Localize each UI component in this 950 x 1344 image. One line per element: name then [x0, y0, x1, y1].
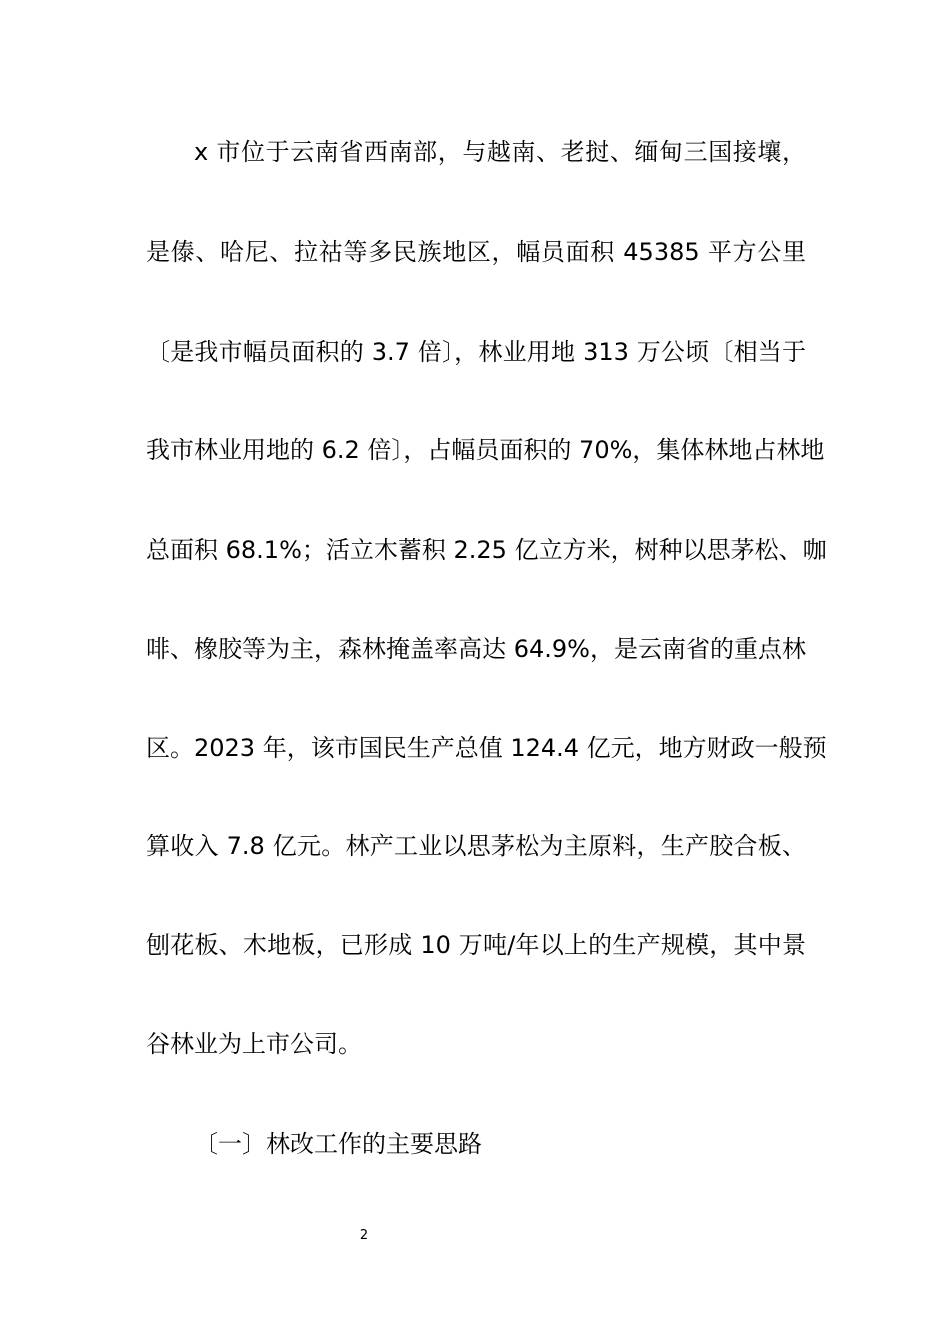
paragraph-line-10: 谷林业为上市公司。 — [146, 1030, 362, 1058]
paragraph-line-8: 算收入 7.8 亿元。林产工业以思茅松为主原料，生产胶合板、 — [146, 832, 806, 860]
paragraph-line-7: 区。2023 年，该市国民生产总值 124.4 亿元，地方财政一般预 — [146, 734, 827, 762]
page-number: 2 — [359, 1228, 369, 1243]
paragraph-line-4: 我市林业用地的 6.2 倍〕，占幅员面积的 70%，集体林地占林地 — [146, 436, 825, 464]
paragraph-line-3: 〔是我市幅员面积的 3.7 倍〕，林业用地 313 万公顷〔相当于 — [146, 338, 806, 366]
paragraph-line-9: 刨花板、木地板，已形成 10 万吨/年以上的生产规模，其中景 — [146, 931, 806, 959]
paragraph-line-2: 是傣、哈尼、拉祜等多民族地区，幅员面积 45385 平方公里 — [146, 238, 806, 266]
paragraph-line-6: 啡、橡胶等为主，森林掩盖率高达 64.9%，是云南省的重点林 — [146, 635, 806, 663]
paragraph-line-1: x 市位于云南省西南部，与越南、老挝、缅甸三国接壤， — [194, 138, 806, 166]
paragraph-line-5: 总面积 68.1%；活立木蓄积 2.25 亿立方米，树种以思茅松、咖 — [146, 536, 827, 564]
section-heading: 〔一〕林改工作的主要思路 — [194, 1130, 482, 1158]
